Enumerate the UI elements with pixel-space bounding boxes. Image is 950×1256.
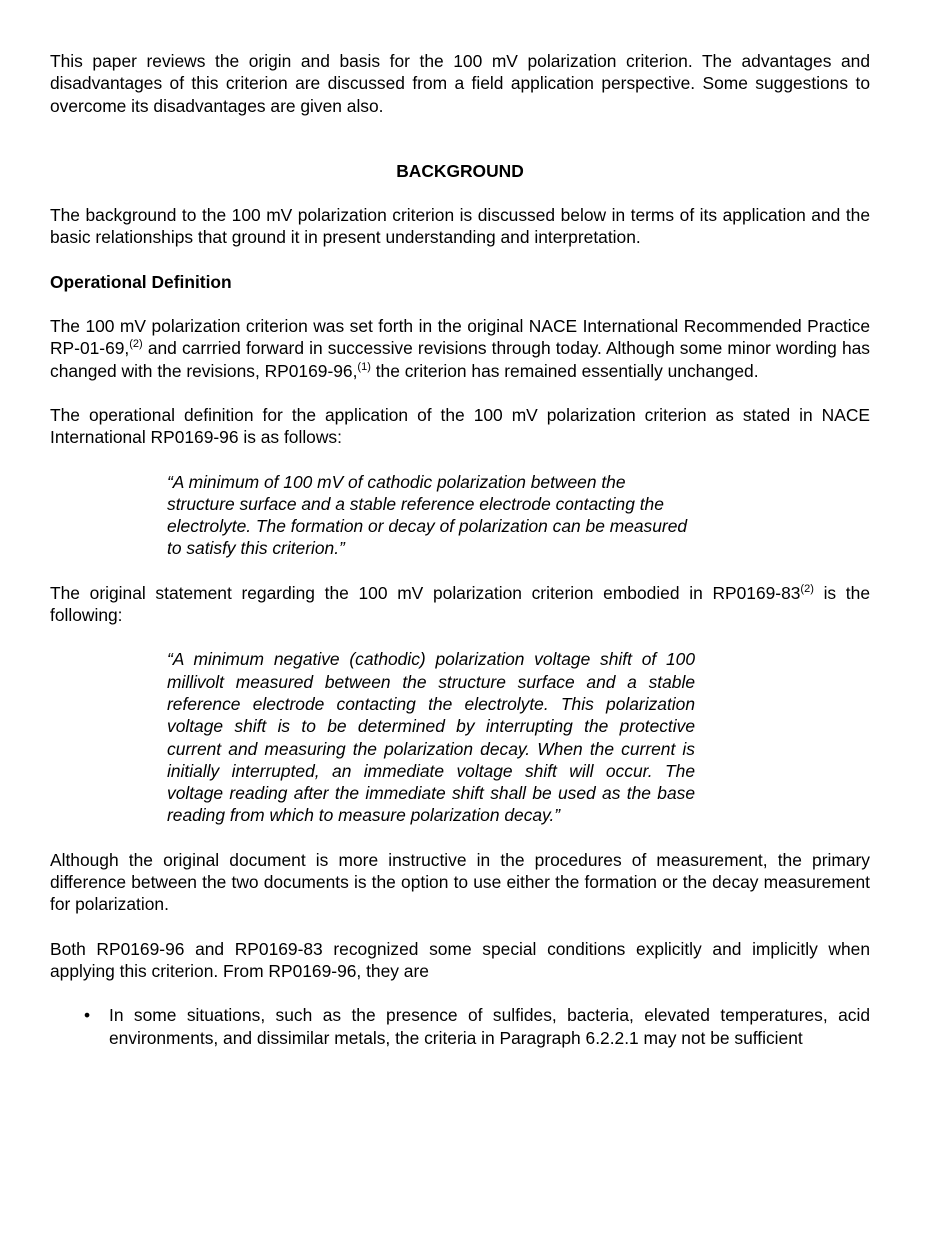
operational-paragraph-1 [50, 315, 870, 382]
operational-paragraph-2: The operational definition for the application of the 100 mV polarization criterion as stated in NACE International RP0169-96 is as follows: [50, 404, 870, 448]
reference-superscript: (2) [800, 582, 814, 595]
operational-paragraph-4: Although the original document is more instructive in the procedures of measurement, the primary difference between the two documents is the option to use either the formation or the decay measurement for polarization. [50, 849, 870, 915]
bullet-icon: • [84, 1005, 91, 1026]
text-run: the criterion has remained essentially unchanged. [370, 360, 759, 381]
operational-paragraph-3 [50, 582, 870, 627]
background-paragraph: The background to the 100 mV polarization criterion is discussed below in terms of its application and the basic relationships that ground it in present understanding and interpretation. [50, 205, 870, 248]
operational-paragraph-5: Both RP0169-96 and RP0169-83 recognized some special conditions explicitly and implicitly when applying this criterion. From RP0169-96, they are [50, 938, 870, 981]
text-run: The 100 mV polarization criterion was set forth in the original NACE International Recommended Practice RP-01-69, [50, 316, 870, 359]
block-quote-rp0169-83: “A minimum negative (cathodic) polarization voltage shift of 100 millivolt measured between the structure surface and a stable reference electrode contacting the electrolyte. This polarization voltage shift is to be determined by interrupting the protective current and measuring the polarization decay. When the current is initially interrupted, an immediate voltage shift will occur. The voltage reading after the immediate shift shall be used as the base reading from which to measure polarization decay.” [167, 649, 695, 826]
text-run: and carrried forward in successive revisions through today. Although some minor wording has changed with the revisions, RP0169-96, [50, 338, 870, 381]
text-run: is the following: [50, 582, 870, 626]
list-item-text: In some situations, such as the presence of sulfides, bacteria, elevated temperatures, acid environments, and dissimilar metals, the criteria in Paragraph 6.2.2.1 may not be sufficient [109, 1005, 870, 1048]
reference-superscript: (1) [357, 360, 371, 373]
reference-superscript: (2) [129, 338, 143, 351]
document-page [50, 50, 870, 1049]
list-item [50, 1004, 870, 1049]
block-quote-rp0169-96: “A minimum of 100 mV of cathodic polarization between the structure surface and a stable reference electrode contacting the electrolyte. The formation or decay of polarization can be measured to satisfy this criterion.” [167, 471, 688, 559]
text-run: The original statement regarding the 100 mV polarization criterion embodied in RP0169-83 [50, 582, 801, 603]
subsection-heading-operational-definition: Operational Definition [50, 271, 232, 292]
section-heading-background: BACKGROUND [396, 160, 524, 181]
special-conditions-list [50, 1004, 870, 1049]
intro-paragraph: This paper reviews the origin and basis for the 100 mV polarization criterion. The advantages and disadvantages of this criterion are discussed from a field application perspective. Some suggestions to overcome its disadvantages are given also. [50, 51, 870, 116]
